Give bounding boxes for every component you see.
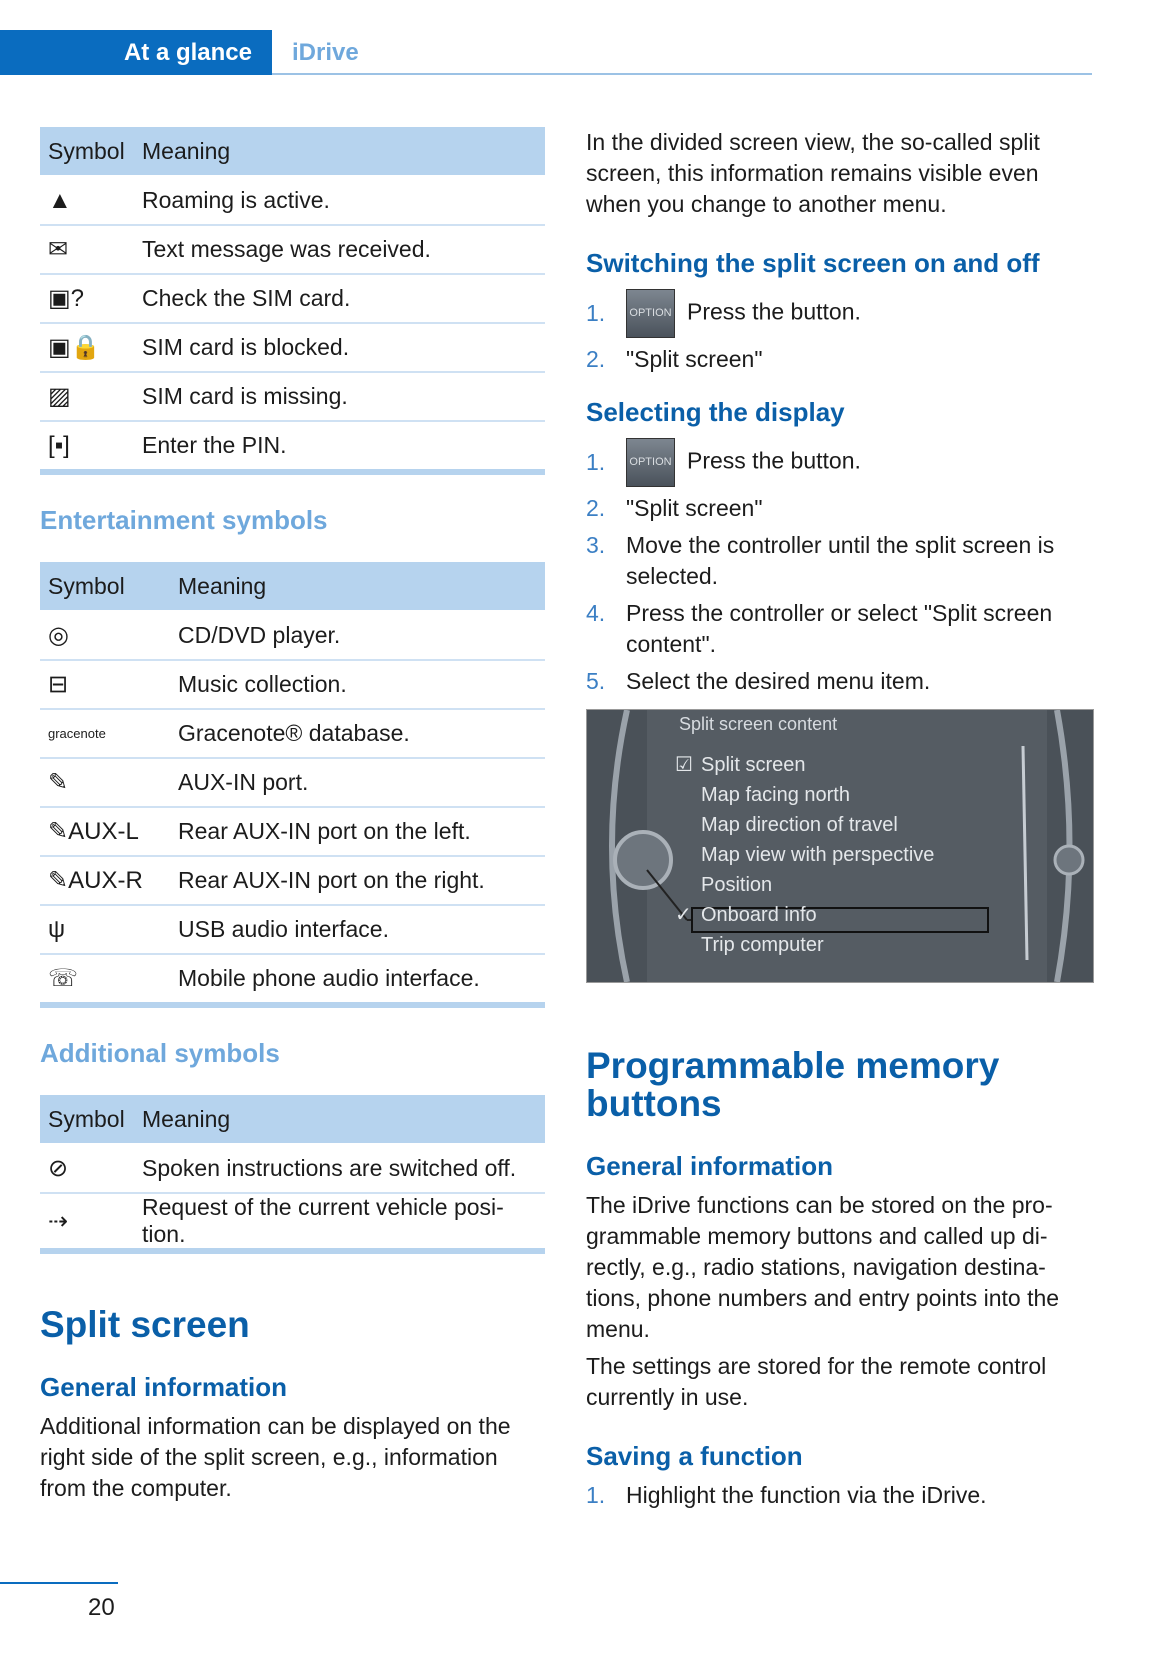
- switch-steps: [586, 289, 1092, 375]
- step-number: 4.: [586, 600, 606, 626]
- table-row: [40, 323, 545, 372]
- table-row: [40, 758, 545, 807]
- symbol-icon: ◎: [40, 611, 170, 660]
- split-intro-text: In the divided screen view, the so-called split screen, this information remains visible even when you change to another menu.: [586, 129, 1040, 217]
- screen-menu-item[interactable]: [701, 780, 934, 810]
- table-row: [40, 954, 545, 1005]
- list-item: [586, 530, 1092, 592]
- symbol-icon: ▣🔒: [40, 323, 134, 372]
- split-screen-title: Split screen: [40, 1304, 250, 1345]
- table-row: [40, 274, 545, 323]
- table-row: [40, 421, 545, 472]
- symbol-meaning: Music collection.: [170, 660, 545, 709]
- table-row: [40, 611, 545, 660]
- symbol-icon: ☏: [40, 954, 170, 1005]
- symbol-meaning: Gracenote® database.: [170, 709, 545, 758]
- col-header-symbol: Symbol: [40, 1095, 134, 1144]
- list-item: [586, 1480, 1092, 1511]
- screen-menu-item-label: Position: [701, 874, 773, 896]
- table-row: [40, 709, 545, 758]
- step-text-label: Press the button.: [687, 298, 861, 325]
- col-header-symbol: Symbol: [40, 562, 170, 611]
- table-row: [40, 1144, 545, 1193]
- symbol-icon: ⇢: [40, 1193, 134, 1251]
- symbol-icon: gracenote: [40, 709, 170, 758]
- select-heading: Selecting the display: [586, 397, 845, 427]
- screen-menu-item[interactable]: [701, 840, 934, 870]
- table-row: [40, 905, 545, 954]
- screen-menu-item-label: Onboard info: [701, 904, 817, 926]
- option-button-icon: OPTION: [626, 438, 675, 487]
- symbol-meaning: Mobile phone audio interface.: [170, 954, 545, 1005]
- symbol-icon: [▪]: [40, 421, 134, 472]
- entertainment-symbols-table: [40, 562, 545, 1008]
- screen-menu-item[interactable]: [675, 750, 934, 780]
- col-header-meaning: Meaning: [170, 562, 545, 611]
- saving-heading: Saving a function: [586, 1441, 803, 1471]
- symbol-icon: ▲: [40, 176, 134, 225]
- step-number: 1.: [586, 1482, 606, 1508]
- col-header-symbol: Symbol: [40, 127, 134, 176]
- step-text: [626, 289, 861, 338]
- memory-p1: The iDrive functions can be stored on the pro- grammable memory buttons and called up di- rectly, e.g., radio stations, navigation destina- tions, phone numbers and entry points into the menu.: [586, 1192, 1060, 1342]
- memory-general-heading: General information: [586, 1151, 834, 1181]
- table-row: [40, 372, 545, 421]
- screen-menu-item[interactable]: [675, 900, 934, 930]
- symbol-icon: ⊘: [40, 1144, 134, 1193]
- step-text: Move the controller until the split screen is selected.: [626, 532, 1055, 589]
- memory-p2: The settings are stored for the remote control currently in use.: [586, 1353, 1047, 1410]
- symbol-meaning: Rear AUX-IN port on the left.: [170, 807, 545, 856]
- step-text: [626, 438, 861, 487]
- step-number: 1.: [586, 449, 606, 475]
- table-row: [40, 856, 545, 905]
- symbol-icon: ✎AUX-R: [40, 856, 170, 905]
- save-steps: [586, 1480, 1092, 1511]
- table-row: [40, 1193, 545, 1251]
- step-number: 2.: [586, 346, 606, 372]
- table-row: [40, 225, 545, 274]
- symbol-icon: ▣?: [40, 274, 134, 323]
- symbol-meaning: Request of the current vehicle posi- tion.: [134, 1193, 545, 1251]
- screen-title: Split screen content: [679, 714, 838, 734]
- screen-menu-list[interactable]: [675, 750, 935, 960]
- screen-menu-item[interactable]: [701, 810, 934, 840]
- symbol-meaning: Check the SIM card.: [134, 274, 545, 323]
- switch-heading: Switching the split screen on and off: [586, 248, 1040, 278]
- list-item: [586, 493, 1092, 524]
- left-column: [40, 127, 545, 1504]
- symbol-meaning: SIM card is blocked.: [134, 323, 545, 372]
- symbol-icon: ✎: [40, 758, 170, 807]
- symbol-icon: ✉: [40, 225, 134, 274]
- checkbox-icon: ☑: [675, 754, 693, 776]
- screen-menu-item-label: Trip computer: [701, 934, 824, 956]
- symbol-meaning: Spoken instructions are switched off.: [134, 1144, 545, 1193]
- symbol-meaning: Text message was received.: [134, 225, 545, 274]
- table-row: [40, 176, 545, 225]
- table-row: [40, 807, 545, 856]
- step-text: Select the desired menu item.: [626, 668, 931, 694]
- list-item: [586, 289, 1092, 338]
- split-screen-menu-image: [586, 709, 1094, 983]
- header-section: iDrive: [292, 39, 359, 66]
- step-number: 2.: [586, 495, 606, 521]
- list-item: [586, 438, 1092, 487]
- select-steps: [586, 438, 1092, 697]
- split-general-text: Additional information can be displayed on the right side of the split screen, e.g., information from the computer.: [40, 1413, 511, 1501]
- page-number: 20: [88, 1594, 115, 1621]
- step-number: 3.: [586, 532, 606, 558]
- screen-menu-item[interactable]: [701, 930, 934, 960]
- step-text: "Split screen": [626, 495, 763, 521]
- option-button-icon: OPTION: [626, 289, 675, 338]
- symbol-meaning: Rear AUX-IN port on the right.: [170, 856, 545, 905]
- header-rule: [272, 73, 1092, 75]
- memory-title: Programmable memory buttons: [586, 1045, 1000, 1124]
- symbol-meaning: Enter the PIN.: [134, 421, 545, 472]
- list-item: [586, 598, 1092, 660]
- screen-menu-item[interactable]: [701, 870, 934, 900]
- step-number: 5.: [586, 668, 606, 694]
- table-row: [40, 660, 545, 709]
- additional-heading: Additional symbols: [40, 1038, 280, 1068]
- entertainment-heading: Entertainment symbols: [40, 505, 328, 535]
- sim-symbols-table: [40, 127, 545, 475]
- screen-menu-item-label: Split screen: [701, 754, 806, 776]
- list-item: [586, 344, 1092, 375]
- list-item: [586, 666, 1092, 697]
- symbol-meaning: USB audio interface.: [170, 905, 545, 954]
- header-tab: At a glance: [0, 30, 272, 75]
- symbol-meaning: AUX-IN port.: [170, 758, 545, 807]
- symbol-icon: ▨: [40, 372, 134, 421]
- step-text-label: Press the button.: [687, 447, 861, 474]
- step-text: Press the controller or select "Split screen content".: [626, 600, 1053, 657]
- checkmark-icon: ✓: [675, 904, 692, 926]
- right-column: [586, 127, 1092, 1517]
- additional-symbols-table: [40, 1095, 545, 1254]
- symbol-icon: ⊟: [40, 660, 170, 709]
- symbol-icon: ✎AUX-L: [40, 807, 170, 856]
- split-general-heading: General information: [40, 1372, 288, 1402]
- symbol-meaning: Roaming is active.: [134, 176, 545, 225]
- symbol-icon: ψ: [40, 905, 170, 954]
- step-number: 1.: [586, 300, 606, 326]
- step-text: Highlight the function via the iDrive.: [626, 1482, 987, 1508]
- symbol-meaning: SIM card is missing.: [134, 372, 545, 421]
- footer-rule: [0, 1582, 118, 1584]
- step-text: "Split screen": [626, 346, 763, 372]
- screen-menu-item-label: Map facing north: [701, 784, 850, 806]
- col-header-meaning: Meaning: [134, 127, 545, 176]
- symbol-meaning: CD/DVD player.: [170, 611, 545, 660]
- screen-menu-item-label: Map direction of travel: [701, 814, 898, 836]
- col-header-meaning: Meaning: [134, 1095, 545, 1144]
- screen-menu-item-label: Map view with perspective: [701, 844, 935, 866]
